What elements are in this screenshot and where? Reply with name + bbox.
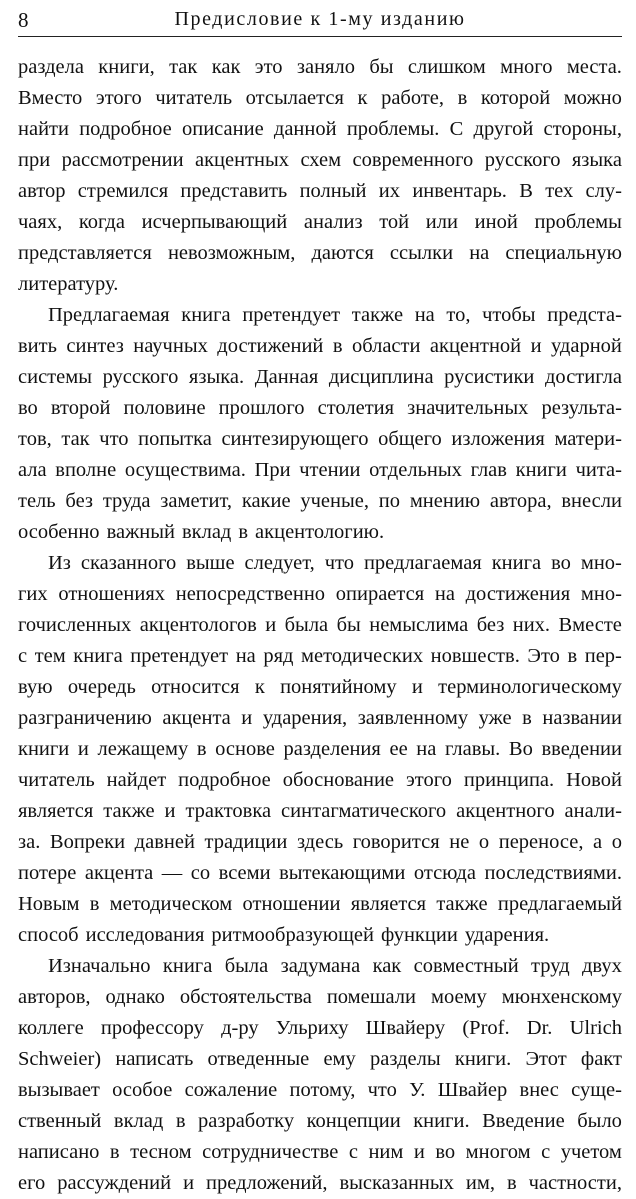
text-line: вить синтез научных достижений в области акцентной и ударной — [18, 335, 622, 357]
text-line: чаях, когда исчерпывающий анализ той или иной проблемы — [18, 211, 622, 233]
text-line: при рассмотрении акцентных схем современного русского языка — [18, 149, 622, 171]
text-line: разграничению акцента и ударения, заявленному уже в названии — [18, 707, 622, 729]
text-line: тов, так что попытка синтезирующего общего изложения матери- — [18, 428, 622, 450]
text-line: представляется невозможным, даются ссылки на специальную — [18, 242, 622, 264]
text-line: Предлагаемая книга претендует также на то, чтобы предста- — [48, 304, 622, 326]
text-line: Изначально книга была задумана как совместный труд двух — [48, 955, 622, 977]
text-line: коллеге профессору д-ру Ульриху Швайеру (Prof. Dr. Ulrich — [18, 1017, 622, 1039]
text-line: гих отношениях непосредственно опирается на достижения мно- — [18, 583, 622, 605]
text-line: способ исследования ритмообразующей функции ударения. — [18, 924, 550, 946]
page-header — [18, 2, 622, 37]
text-line: потере акцента — со всеми вытекающими отсюда последствиями. — [18, 862, 622, 884]
text-line: Новым в методическом отношении является также предлагаемый — [18, 893, 622, 915]
text-line: ала вполне осуществима. При чтении отдельных глав книги чита- — [18, 459, 622, 481]
text-line: его рассуждений и предложений, высказанных им, в частности, — [18, 1172, 622, 1194]
text-line: во второй половине прошлого столетия значительных результа- — [18, 397, 622, 419]
text-line: Schweier) написать отведенные ему разделы книги. Этот факт — [18, 1048, 622, 1070]
body-text — [18, 52, 622, 1199]
text-line: вызывает особое сожаление потому, что У. Швайер внес суще- — [18, 1079, 622, 1101]
text-line: за. Вопреки давней традиции здесь говорится не о переносе, а о — [18, 831, 622, 853]
text-line: раздела книги, так как это заняло бы слишком много места. — [18, 56, 622, 78]
text-line: является также и трактовка синтагматического акцентного анали- — [18, 800, 622, 822]
text-line: ственный вклад в разработку концепции книги. Введение было — [18, 1110, 622, 1132]
running-title: Предисловие к 1-му изданию — [174, 8, 466, 30]
text-line: Из сказанного выше следует, что предлагаемая книга во мно- — [48, 552, 622, 574]
text-line: авторов, однако обстоятельства помешали моему мюнхенскому — [18, 986, 622, 1008]
text-line: автор стремился представить полный их инвентарь. В тех слу- — [18, 180, 622, 202]
text-line: литературу. — [18, 273, 119, 295]
text-line: читатель найдет подробное обоснование этого принципа. Новой — [18, 769, 622, 791]
text-line: особенно важный вклад в акцентологию. — [18, 521, 385, 543]
text-line: Вместо этого читатель отсылается к работе, в которой можно — [18, 87, 622, 109]
text-line: вую очередь относится к понятийному и терминологическому — [18, 676, 622, 698]
text-line: системы русского языка. Данная дисциплина русистики достигла — [18, 366, 622, 388]
text-line: найти подробное описание данной проблемы. С другой стороны, — [18, 118, 622, 140]
text-line: с тем книга претендует на ряд методических новшеств. Это в пер- — [18, 645, 622, 667]
page-number: 8 — [18, 8, 29, 32]
text-line: тель без труда заметит, какие ученые, по мнению автора, внесли — [18, 490, 622, 512]
text-line: написано в тесном сотрудничестве с ним и во многом с учетом — [18, 1141, 622, 1163]
text-line: гочисленных акцентологов и была бы немыслима без них. Вместе — [18, 614, 622, 636]
text-line: книги и лежащему в основе разделения ее на главы. Во введении — [18, 738, 622, 760]
